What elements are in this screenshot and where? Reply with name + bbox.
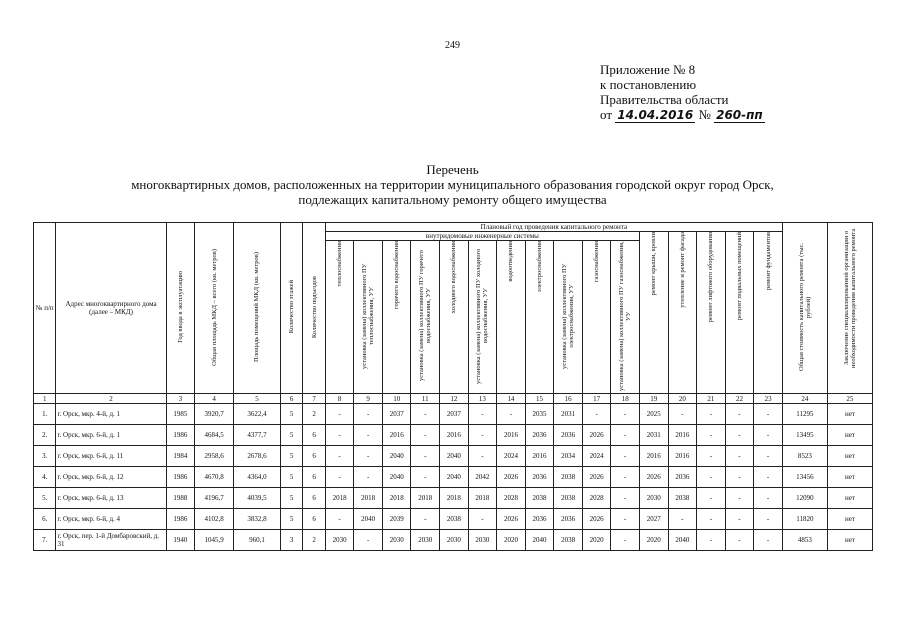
table-cell: 2030 xyxy=(468,530,497,551)
column-number: 25 xyxy=(827,394,872,404)
column-number: 10 xyxy=(382,394,411,404)
table-cell: 2038 xyxy=(554,530,583,551)
table-cell: - xyxy=(468,425,497,446)
table-row xyxy=(34,530,873,551)
table-cell: 2016 xyxy=(525,446,554,467)
repair-table xyxy=(33,222,873,551)
table-cell: 4670,8 xyxy=(195,467,234,488)
table-cell: 2038 xyxy=(554,488,583,509)
table-cell: 2. xyxy=(34,425,56,446)
table-cell: 2036 xyxy=(525,467,554,488)
table-cell: 2018 xyxy=(440,488,469,509)
table-cell: - xyxy=(411,425,440,446)
table-cell: - xyxy=(354,404,383,425)
table-cell: - xyxy=(411,467,440,488)
table-cell: 2040 xyxy=(525,530,554,551)
document-title xyxy=(0,162,905,207)
table-cell: - xyxy=(725,425,754,446)
table-cell: - xyxy=(697,488,726,509)
table-row xyxy=(34,425,873,446)
table-cell: 3. xyxy=(34,446,56,467)
table-cell: 2026 xyxy=(639,467,668,488)
table-cell: 2016 xyxy=(668,425,697,446)
table-cell: - xyxy=(697,404,726,425)
table-cell: - xyxy=(725,488,754,509)
table-cell: 2020 xyxy=(639,530,668,551)
table-row xyxy=(34,467,873,488)
table-cell: 2036 xyxy=(554,425,583,446)
table-cell: 2018 xyxy=(354,488,383,509)
table-cell: 6 xyxy=(303,425,325,446)
table-cell: 1985 xyxy=(166,404,195,425)
table-cell: 2020 xyxy=(497,530,526,551)
table-cell: 2035 xyxy=(525,404,554,425)
table-cell: 1940 xyxy=(166,530,195,551)
column-number: 12 xyxy=(440,394,469,404)
table-cell: - xyxy=(697,509,726,530)
table-cell: 2037 xyxy=(440,404,469,425)
table-cell: 5. xyxy=(34,488,56,509)
column-number: 8 xyxy=(325,394,354,404)
table-cell: 2040 xyxy=(354,509,383,530)
header-col-cold-water: холодного водоснабжения xyxy=(440,241,469,394)
table-cell: - xyxy=(468,446,497,467)
header-col-foundation: ремонт фундаментов xyxy=(754,232,783,394)
table-cell: - xyxy=(754,488,783,509)
appendix-date-prefix: от xyxy=(600,107,613,122)
table-cell: 2040 xyxy=(668,530,697,551)
table-cell: 6 xyxy=(303,488,325,509)
column-number: 7 xyxy=(303,394,325,404)
table-cell: 1988 xyxy=(166,488,195,509)
column-number: 4 xyxy=(195,394,234,404)
table-cell: 3920,7 xyxy=(195,404,234,425)
table-cell: нет xyxy=(827,530,872,551)
table-cell: 2016 xyxy=(440,425,469,446)
table-cell: 5 xyxy=(280,509,302,530)
table-cell: 2024 xyxy=(497,446,526,467)
appendix-line2: к постановлению xyxy=(600,77,697,92)
table-cell: - xyxy=(468,509,497,530)
table-cell: 1986 xyxy=(166,509,195,530)
table-cell: 2016 xyxy=(639,446,668,467)
table-cell: 4102,8 xyxy=(195,509,234,530)
table-cell: 2038 xyxy=(554,467,583,488)
column-number: 14 xyxy=(497,394,526,404)
table-cell: 2 xyxy=(303,530,325,551)
table-cell: 2024 xyxy=(582,446,611,467)
table-cell: 11295 xyxy=(782,404,827,425)
table-cell: 2027 xyxy=(639,509,668,530)
column-number: 5 xyxy=(233,394,280,404)
appendix-block xyxy=(600,62,765,123)
column-number-row xyxy=(34,394,873,404)
table-cell: 4853 xyxy=(782,530,827,551)
table-row xyxy=(34,404,873,425)
header-col-drainage: водоотведения xyxy=(497,241,526,394)
header-year: Год ввода в эксплуатацию xyxy=(166,223,195,394)
table-cell: 5 xyxy=(280,425,302,446)
table-cell: 4196,7 xyxy=(195,488,234,509)
table-cell: нет xyxy=(827,488,872,509)
header-engineering-systems: внутридомовые инженерные системы xyxy=(325,232,639,241)
column-number: 23 xyxy=(754,394,783,404)
table-cell: - xyxy=(611,530,640,551)
table-cell: 2025 xyxy=(639,404,668,425)
column-number: 20 xyxy=(668,394,697,404)
table-cell: 2038 xyxy=(525,488,554,509)
header-col-heating-meter: установка (замена) коллективного ПУ теплоснабжения, УУ xyxy=(354,241,383,394)
column-number: 19 xyxy=(639,394,668,404)
table-cell: 2678,6 xyxy=(233,446,280,467)
table-cell: 2040 xyxy=(440,467,469,488)
table-cell: 2030 xyxy=(382,530,411,551)
table-cell: 2018 xyxy=(411,488,440,509)
number-sign: № xyxy=(698,107,711,122)
table-cell: 2018 xyxy=(468,488,497,509)
table-cell: 2038 xyxy=(668,488,697,509)
table-cell: 2030 xyxy=(440,530,469,551)
table-cell: - xyxy=(611,446,640,467)
table-row xyxy=(34,446,873,467)
header-col-heating: теплоснабжения xyxy=(325,241,354,394)
table-cell: 2026 xyxy=(497,467,526,488)
table-cell: - xyxy=(754,509,783,530)
table-cell: 5 xyxy=(280,467,302,488)
table-cell: 2018 xyxy=(382,488,411,509)
header-planned-year: Плановый год проведения капитального ремонта xyxy=(325,223,782,232)
table-cell: 2037 xyxy=(382,404,411,425)
table-cell: - xyxy=(611,509,640,530)
table-cell: - xyxy=(325,467,354,488)
table-cell: 2036 xyxy=(525,509,554,530)
table-cell: - xyxy=(611,467,640,488)
table-cell: - xyxy=(354,467,383,488)
table-cell: 2026 xyxy=(582,509,611,530)
table-cell: - xyxy=(497,404,526,425)
header-floors: Количество этажей xyxy=(280,223,302,394)
table-cell: - xyxy=(354,425,383,446)
table-cell: 2016 xyxy=(668,446,697,467)
table-cell: 11820 xyxy=(782,509,827,530)
table-cell: 2958,6 xyxy=(195,446,234,467)
column-number: 22 xyxy=(725,394,754,404)
table-cell: - xyxy=(754,446,783,467)
table-cell: 2040 xyxy=(382,446,411,467)
table-cell: - xyxy=(325,404,354,425)
table-cell: 6 xyxy=(303,446,325,467)
table-cell: 960,1 xyxy=(233,530,280,551)
appendix-line3: Правительства области xyxy=(600,92,729,107)
table-cell: 2040 xyxy=(440,446,469,467)
column-number: 6 xyxy=(280,394,302,404)
header-col-electricity: электроснабжения xyxy=(525,241,554,394)
table-cell: 5 xyxy=(280,404,302,425)
table-cell: 2036 xyxy=(554,509,583,530)
table-cell: - xyxy=(611,488,640,509)
header-col-elevator: ремонт лифтового оборудования xyxy=(697,232,726,394)
table-cell: 4377,7 xyxy=(233,425,280,446)
table-cell: 6 xyxy=(303,509,325,530)
table-cell: - xyxy=(697,467,726,488)
table-cell: 2034 xyxy=(554,446,583,467)
header-col-gas-meter: установка (замена) коллективного ПУ газоснабжения, УУ xyxy=(611,241,640,394)
table-cell: 2042 xyxy=(468,467,497,488)
table-row xyxy=(34,488,873,509)
column-number: 13 xyxy=(468,394,497,404)
table-cell: 6 xyxy=(303,467,325,488)
table-cell: - xyxy=(725,446,754,467)
table-cell: - xyxy=(697,530,726,551)
column-number: 1 xyxy=(34,394,56,404)
table-cell: - xyxy=(325,425,354,446)
table-cell: нет xyxy=(827,425,872,446)
table-cell: 1. xyxy=(34,404,56,425)
table-cell: 3622,4 xyxy=(233,404,280,425)
table-cell: - xyxy=(582,404,611,425)
page-number: 249 xyxy=(445,40,460,51)
table-cell: 2036 xyxy=(668,467,697,488)
table-cell: - xyxy=(725,404,754,425)
address-cell: г. Орск, мкр. 4-й, д. 1 xyxy=(56,404,166,425)
address-cell: г. Орск, пер. 1-й Домбаровский, д. 31 xyxy=(56,530,166,551)
table-cell: 8523 xyxy=(782,446,827,467)
table-cell: - xyxy=(325,509,354,530)
header-col-electricity-meter: установка (замена) коллективного ПУ электроснабжения, УУ xyxy=(554,241,583,394)
header-conclusion: Заключение специализированной организации о необходимости проведения капитального ремонта xyxy=(827,223,872,394)
table-cell: 2040 xyxy=(382,467,411,488)
table-body xyxy=(34,404,873,551)
header-col-hot-water: горячего водоснабжения xyxy=(382,241,411,394)
handwritten-date: 14.04.2016 xyxy=(617,108,694,122)
table-cell: 1986 xyxy=(166,425,195,446)
table-row xyxy=(34,509,873,530)
table-cell: 3 xyxy=(280,530,302,551)
table-cell: 2028 xyxy=(497,488,526,509)
header-col-gas: газоснабжения xyxy=(582,241,611,394)
address-cell: г. Орск, мкр. 6-й, д. 13 xyxy=(56,488,166,509)
column-number: 9 xyxy=(354,394,383,404)
column-number: 2 xyxy=(56,394,166,404)
column-number: 17 xyxy=(582,394,611,404)
header-premises-area: Площадь помещений МКД (кв. метров) xyxy=(233,223,280,394)
table-cell: 2026 xyxy=(582,467,611,488)
address-cell: г. Орск, мкр. 6-й, д. 12 xyxy=(56,467,166,488)
table-cell: - xyxy=(611,425,640,446)
address-cell: г. Орск, мкр. 6-й, д. 1 xyxy=(56,425,166,446)
table-cell: 2026 xyxy=(497,509,526,530)
table-cell: - xyxy=(725,530,754,551)
table-cell: 2030 xyxy=(411,530,440,551)
table-cell: 2016 xyxy=(497,425,526,446)
table-cell: - xyxy=(354,446,383,467)
header-col-roof: ремонт крыши, кровли xyxy=(639,232,668,394)
header-address: Адрес многоквартирного дома (далее – МКД) xyxy=(56,223,166,394)
table-cell: 12090 xyxy=(782,488,827,509)
handwritten-number: 260-пп xyxy=(716,108,763,122)
table-cell: 7. xyxy=(34,530,56,551)
appendix-date-line xyxy=(600,107,765,123)
header-col-hot-water-meter: установка (замена) коллективного ПУ горячего водоснабжения, УУ xyxy=(411,241,440,394)
header-col-cold-water-meter: установка (замена) коллективного ПУ холодного водоснабжения, УУ xyxy=(468,241,497,394)
header-col-facade: утепление и ремонт фасада xyxy=(668,232,697,394)
table-cell: 2030 xyxy=(639,488,668,509)
column-number: 16 xyxy=(554,394,583,404)
column-number: 11 xyxy=(411,394,440,404)
table-cell: нет xyxy=(827,467,872,488)
header-col-basement: ремонт подвальных помещений xyxy=(725,232,754,394)
table-cell: - xyxy=(668,404,697,425)
table-cell: 2036 xyxy=(525,425,554,446)
column-number: 15 xyxy=(525,394,554,404)
table-cell: - xyxy=(411,446,440,467)
table-cell: 1984 xyxy=(166,446,195,467)
table-cell: нет xyxy=(827,404,872,425)
column-number: 24 xyxy=(782,394,827,404)
table-cell: 2 xyxy=(303,404,325,425)
table-cell: 2020 xyxy=(582,530,611,551)
table-cell: 2031 xyxy=(554,404,583,425)
table-cell: - xyxy=(611,404,640,425)
table-cell: 2039 xyxy=(382,509,411,530)
title-line3: подлежащих капитальному ремонту общего имущества xyxy=(298,192,607,207)
title-line1: Перечень xyxy=(426,162,479,177)
table-cell: - xyxy=(411,509,440,530)
table-cell: 2030 xyxy=(325,530,354,551)
address-cell: г. Орск, мкр. 6-й, д. 11 xyxy=(56,446,166,467)
table-cell: - xyxy=(725,467,754,488)
address-cell: г. Орск, мкр. 6-й, д. 4 xyxy=(56,509,166,530)
column-number: 18 xyxy=(611,394,640,404)
table-cell: 13456 xyxy=(782,467,827,488)
header-entrances: Количество подъездов xyxy=(303,223,325,394)
table-cell: 4. xyxy=(34,467,56,488)
table-cell: - xyxy=(468,404,497,425)
column-number: 21 xyxy=(697,394,726,404)
table-cell: нет xyxy=(827,446,872,467)
table-cell: 4364,0 xyxy=(233,467,280,488)
table-cell: 2016 xyxy=(382,425,411,446)
table-cell: 5 xyxy=(280,446,302,467)
table-cell: 2018 xyxy=(325,488,354,509)
table-cell: нет xyxy=(827,509,872,530)
table-cell: 2038 xyxy=(440,509,469,530)
table-cell: - xyxy=(697,446,726,467)
table-cell: - xyxy=(354,530,383,551)
title-line2: многоквартирных домов, расположенных на территории муниципального образования городской округ город Орск, xyxy=(131,177,774,192)
table-cell: - xyxy=(754,530,783,551)
appendix-line1: Приложение № 8 xyxy=(600,62,696,77)
table-cell: - xyxy=(411,404,440,425)
table-cell: - xyxy=(725,509,754,530)
header-cost: Общая стоимость капитального ремонта (тыс. рублей) xyxy=(782,223,827,394)
header-total-area: Общая площадь МКД – всего (кв. метров) xyxy=(195,223,234,394)
table-cell: 2026 xyxy=(582,425,611,446)
table-cell: - xyxy=(325,446,354,467)
header-num: № п/п xyxy=(34,223,56,394)
table-cell: - xyxy=(697,425,726,446)
table-cell: - xyxy=(668,509,697,530)
table-cell: 3832,8 xyxy=(233,509,280,530)
table-cell: 2031 xyxy=(639,425,668,446)
table-cell: 1045,9 xyxy=(195,530,234,551)
table-cell: 5 xyxy=(280,488,302,509)
table-cell: - xyxy=(754,425,783,446)
table-cell: 6. xyxy=(34,509,56,530)
table-cell: 1986 xyxy=(166,467,195,488)
column-number: 3 xyxy=(166,394,195,404)
table-cell: 4684,5 xyxy=(195,425,234,446)
table-cell: - xyxy=(754,404,783,425)
table-cell: 4039,5 xyxy=(233,488,280,509)
table-cell: - xyxy=(754,467,783,488)
table-cell: 2028 xyxy=(582,488,611,509)
table-cell: 13495 xyxy=(782,425,827,446)
